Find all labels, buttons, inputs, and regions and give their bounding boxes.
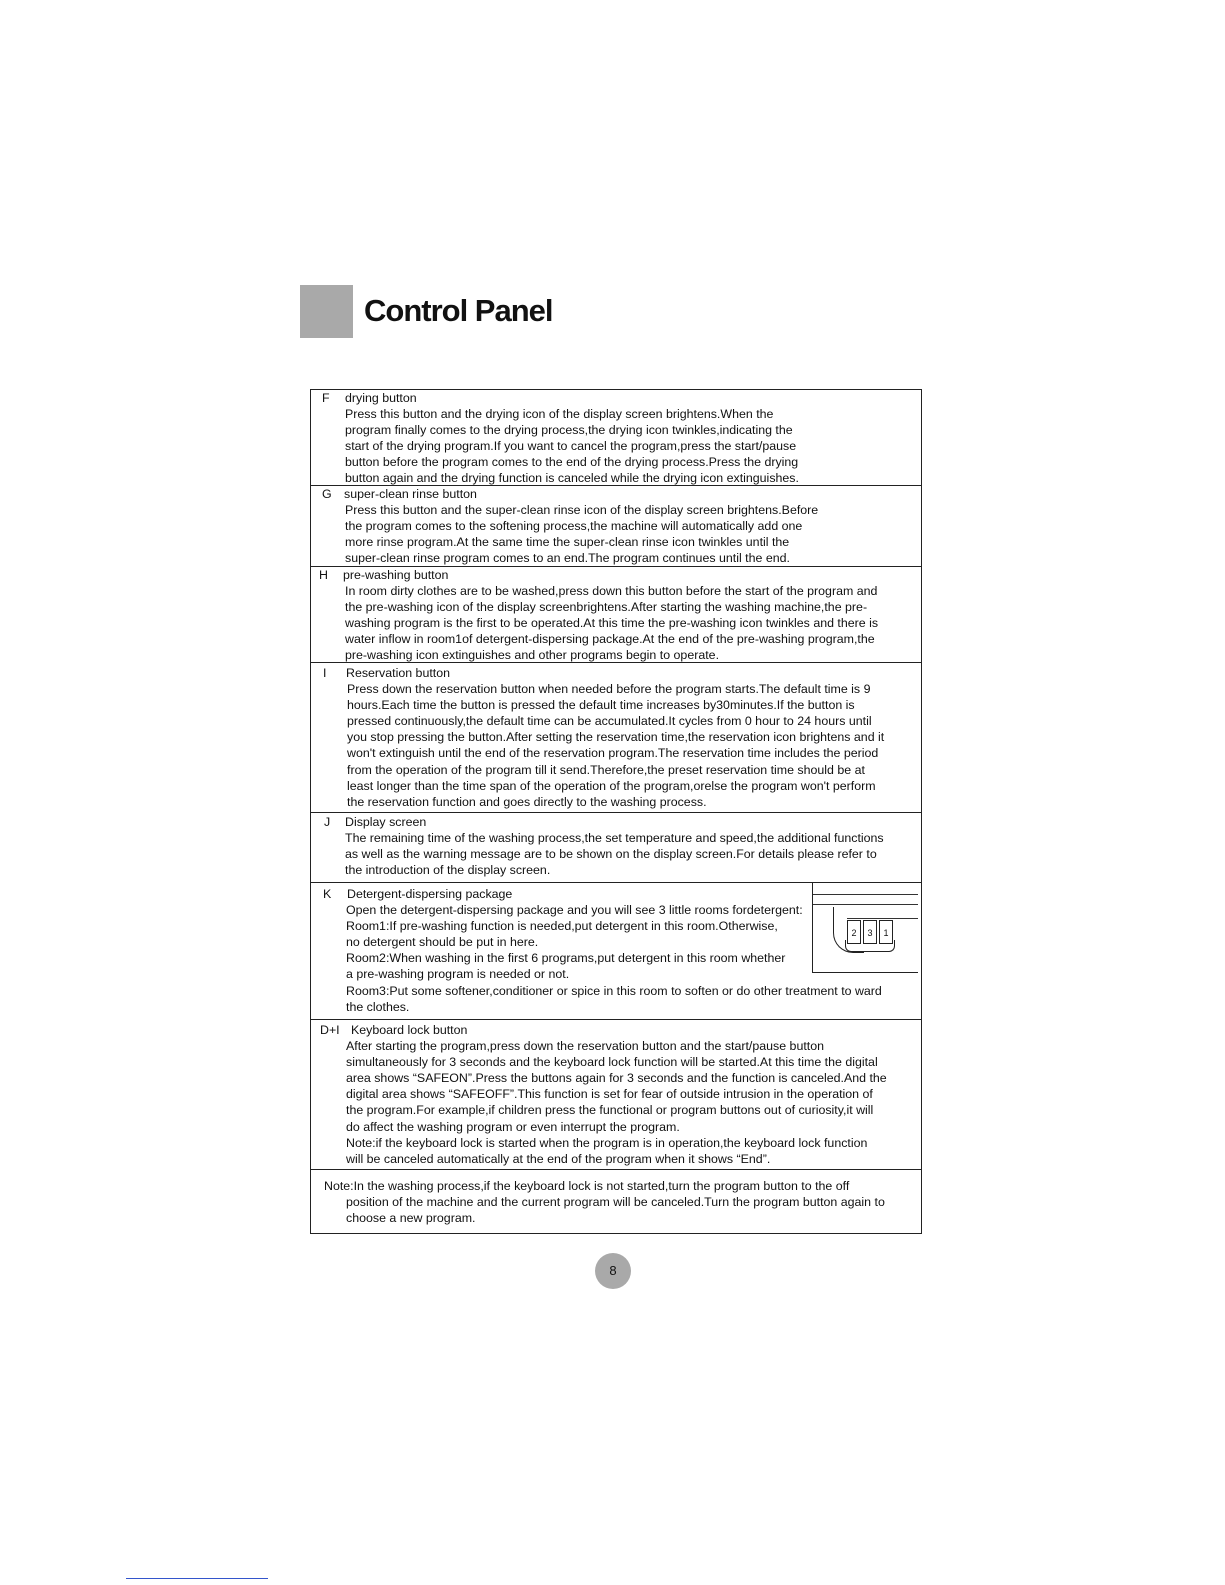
text-line: Press this button and the super-clean rinse icon of the display screen brightens.Before bbox=[345, 503, 819, 518]
note-first-line: Note:In the washing process,if the keyboard lock is not started,turn the program button to the off bbox=[324, 1179, 850, 1193]
text-line: washing program is the first to be operated.At this time the pre-washing icon twinkles and there is bbox=[345, 616, 879, 631]
text-line: After starting the program,press down the reservation button and the start/pause button bbox=[346, 1039, 825, 1054]
text-line: pressed continuously,the default time can be accumulated.It cycles from 0 hour to 24 hours until bbox=[347, 714, 872, 729]
text-line: program finally comes to the drying process,the drying icon twinkles,indicating the bbox=[345, 423, 793, 438]
section-body bbox=[310, 406, 922, 486]
section-letter: D+I bbox=[320, 1023, 340, 1037]
text-line: you stop pressing the button.After setting the reservation time,the reservation icon brightens and it bbox=[347, 730, 885, 745]
content-table bbox=[310, 389, 922, 1234]
text-line: Open the detergent-dispersing package and you will see 3 little rooms fordetergent: bbox=[346, 903, 803, 918]
text-line: Room1:If pre-washing function is needed,put detergent in this room.Otherwise, bbox=[346, 919, 778, 934]
section-title: Display screen bbox=[345, 815, 427, 829]
text-line: simultaneously for 3 seconds and the keyboard lock function will be started.At this time the digital bbox=[346, 1055, 878, 1070]
heading-marker bbox=[300, 285, 353, 338]
section-keyboard-lock bbox=[310, 1020, 922, 1170]
section-letter: H bbox=[319, 568, 328, 582]
footer-rule bbox=[126, 1578, 268, 1579]
section-body bbox=[310, 583, 922, 663]
section-body bbox=[310, 830, 922, 878]
text-line: digital area shows “SAFEOFF”.This function is set for fear of outside intrusion in the operation of bbox=[346, 1087, 873, 1102]
section-body bbox=[310, 502, 922, 566]
text-line: the reservation function and goes directly to the washing process. bbox=[347, 794, 707, 809]
text-line: hours.Each time the button is pressed the default time increases by30minutes.If the button is bbox=[347, 698, 855, 713]
text-line: the program.For example,if children press the functional or program buttons out of curiosity,it will bbox=[346, 1103, 874, 1118]
text-line: choose a new program. bbox=[346, 1211, 476, 1226]
text-line: the pre-washing icon of the display screenbrightens.After starting the washing machine,the pre- bbox=[345, 600, 868, 615]
text-line: the program comes to the softening process,the machine will automatically add one bbox=[345, 519, 803, 534]
section-drying-button bbox=[310, 390, 922, 486]
text-line: start of the drying program.If you want to cancel the program,press the start/pause bbox=[345, 439, 797, 454]
section-body bbox=[310, 1038, 922, 1167]
text-line: water inflow in room1of detergent-dispersing package.At the end of the pre-washing program,the bbox=[345, 632, 875, 647]
section-reservation bbox=[310, 663, 922, 813]
section-letter: G bbox=[322, 487, 332, 501]
text-line: Room2:When washing in the first 6 programs,put detergent in this room whether bbox=[346, 951, 786, 966]
section-letter: I bbox=[323, 666, 327, 680]
section-title: drying button bbox=[345, 391, 417, 405]
text-line: no detergent should be put in here. bbox=[346, 935, 539, 950]
text-line: do affect the washing program or even interrupt the program. bbox=[346, 1119, 680, 1134]
text-line: will be canceled automatically at the end of the program when it shows “End”. bbox=[346, 1151, 771, 1166]
text-line: super-clean rinse program comes to an end.The program continues until the end. bbox=[345, 551, 790, 566]
text-line: position of the machine and the current program will be canceled.Turn the program button again to bbox=[346, 1195, 885, 1210]
section-letter: J bbox=[324, 815, 331, 829]
section-title: Keyboard lock button bbox=[351, 1023, 468, 1037]
room-3-slot: 3 bbox=[863, 920, 877, 944]
text-line: button again and the drying function is canceled while the drying icon extinguishes. bbox=[345, 471, 799, 486]
detergent-drawer-diagram bbox=[812, 883, 918, 973]
page-number: 8 bbox=[595, 1253, 631, 1289]
text-line: least longer than the time span of the operation of the program,orelse the program won't perform bbox=[347, 778, 876, 793]
text-line: the clothes. bbox=[346, 999, 410, 1014]
text-line: button before the program comes to the end of the drying process.Press the drying bbox=[345, 455, 799, 470]
section-letter: F bbox=[322, 391, 330, 405]
section-letter: K bbox=[323, 887, 332, 901]
text-line: Press down the reservation button when needed before the program starts.The default time is 9 bbox=[347, 682, 871, 697]
text-line: Note:if the keyboard lock is started when the program is in operation,the keyboard lock function bbox=[346, 1135, 868, 1150]
text-line: won't extinguish until the end of the reservation program.The reservation time includes the period bbox=[347, 746, 879, 761]
room-1-slot: 1 bbox=[879, 920, 893, 944]
section-body bbox=[310, 1194, 922, 1226]
section-body bbox=[310, 681, 922, 810]
text-line: a pre-washing program is needed or not. bbox=[346, 967, 570, 982]
text-line: In room dirty clothes are to be washed,press down this button before the start of the program and bbox=[345, 584, 878, 599]
text-line: area shows “SAFEON”.Press the buttons again for 3 seconds and the function is canceled.And the bbox=[346, 1071, 887, 1086]
section-note bbox=[310, 1170, 922, 1235]
section-title: super-clean rinse button bbox=[344, 487, 477, 501]
section-super-clean-rinse bbox=[310, 486, 922, 567]
section-detergent-package bbox=[310, 883, 922, 1020]
text-line: The remaining time of the washing process,the set temperature and speed,the additional functions bbox=[345, 831, 884, 846]
room-2-slot: 2 bbox=[847, 920, 861, 944]
text-line: the introduction of the display screen. bbox=[345, 863, 551, 878]
text-line: Room3:Put some softener,conditioner or spice in this room to soften or do other treatment to ward bbox=[346, 983, 882, 998]
text-line: from the operation of the program till it send.Therefore,the preset reservation time should be at bbox=[347, 762, 865, 777]
page-title: Control Panel bbox=[364, 293, 553, 328]
text-line: pre-washing icon extinguishes and other programs begin to operate. bbox=[345, 648, 720, 663]
section-display-screen bbox=[310, 813, 922, 883]
text-line: more rinse program.At the same time the super-clean rinse icon twinkles until the bbox=[345, 535, 790, 550]
text-line: as well as the warning message are to be shown on the display screen.For details please refer to bbox=[345, 847, 877, 862]
section-title: Detergent-dispersing package bbox=[347, 887, 513, 901]
section-pre-washing bbox=[310, 567, 922, 663]
section-title: Reservation button bbox=[346, 666, 451, 680]
text-line: Press this button and the drying icon of the display screen brightens.When the bbox=[345, 407, 774, 422]
section-title: pre-washing button bbox=[343, 568, 449, 582]
section-heading bbox=[300, 285, 900, 339]
